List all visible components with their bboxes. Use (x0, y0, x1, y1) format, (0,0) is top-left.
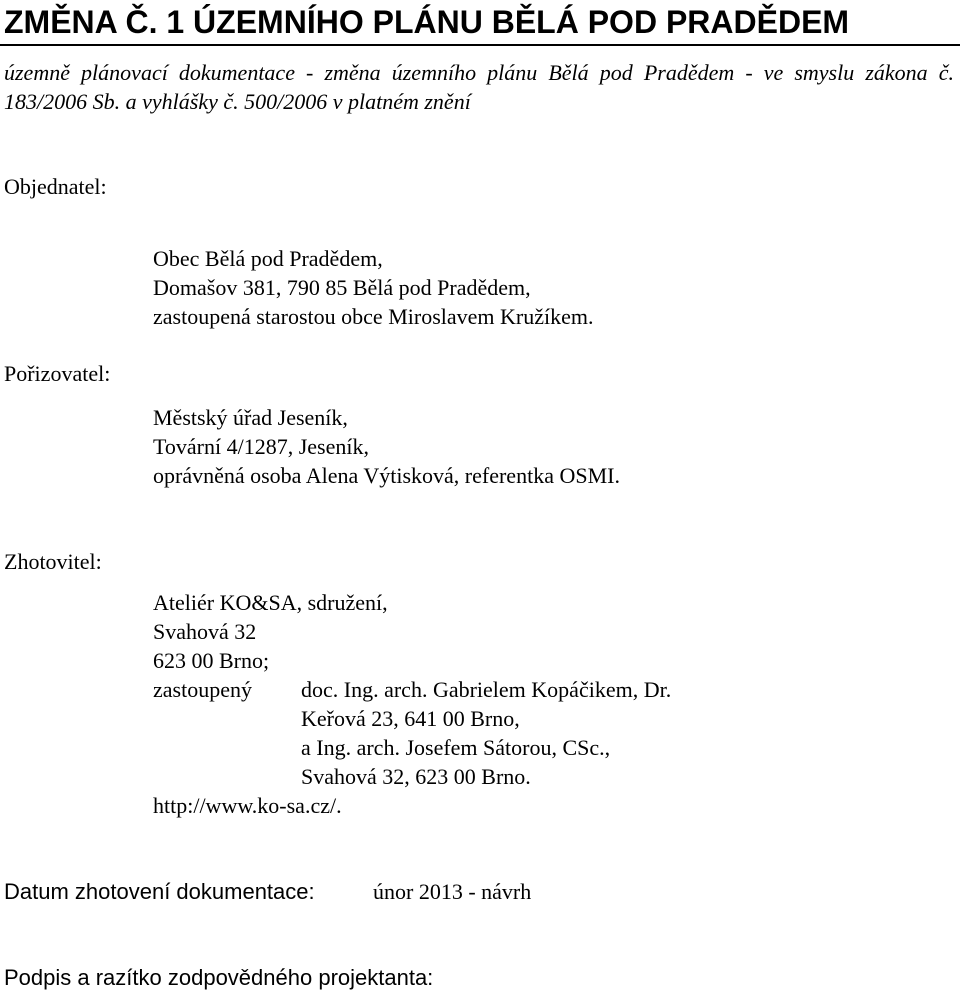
represented-row (153, 675, 671, 704)
date-value: únor 2013 - návrh (373, 879, 532, 904)
represented-line: Keřová 23, 641 00 Brno, (301, 706, 520, 731)
porizovatel-line: Městský úřad Jeseník, (153, 405, 348, 430)
zhotovitel-website-link[interactable]: http://www.ko-sa.cz/. (153, 793, 342, 818)
zhotovitel-line: Svahová 32 (153, 619, 257, 644)
objednatel-line: zastoupená starostou obce Miroslavem Kružíkem. (153, 304, 594, 329)
objednatel-details (153, 244, 593, 331)
represented-label: zastoupený (153, 677, 252, 702)
porizovatel-line: oprávněná osoba Alena Výtisková, referentka OSMI. (153, 463, 620, 488)
porizovatel-label: Pořizovatel: (4, 361, 111, 386)
objednatel-label: Objednatel: (4, 174, 107, 199)
zhotovitel-details (153, 588, 671, 820)
document-subtitle: územně plánovací dokumentace - změna územního plánu Bělá pod Pradědem - ve smyslu zákona č. 183/2006 Sb. a vyhlášky č. 500/2006 v platném znění (4, 60, 954, 114)
zhotovitel-label: Zhotovitel: (4, 549, 102, 574)
date-label: Datum zhotovení dokumentace: (4, 879, 315, 904)
document-title: ZMĚNA Č. 1 ÚZEMNÍHO PLÁNU BĚLÁ POD PRADĚDEM (4, 4, 850, 40)
zhotovitel-line: 623 00 Brno; (153, 648, 270, 673)
objednatel-line: Obec Bělá pod Pradědem, (153, 246, 383, 271)
porizovatel-line: Tovární 4/1287, Jeseník, (153, 434, 369, 459)
zhotovitel-line: Ateliér KO&SA, sdružení, (153, 590, 388, 615)
title-underline (0, 44, 960, 46)
porizovatel-details (153, 403, 620, 490)
signature-label: Podpis a razítko zodpovědného projektanta: (4, 965, 434, 990)
represented-line: doc. Ing. arch. Gabrielem Kopáčikem, Dr. (301, 677, 672, 702)
represented-line: Svahová 32, 623 00 Brno. (301, 764, 531, 789)
represented-line: a Ing. arch. Josefem Sátorou, CSc., (301, 735, 611, 760)
objednatel-line: Domašov 381, 790 85 Bělá pod Pradědem, (153, 275, 531, 300)
